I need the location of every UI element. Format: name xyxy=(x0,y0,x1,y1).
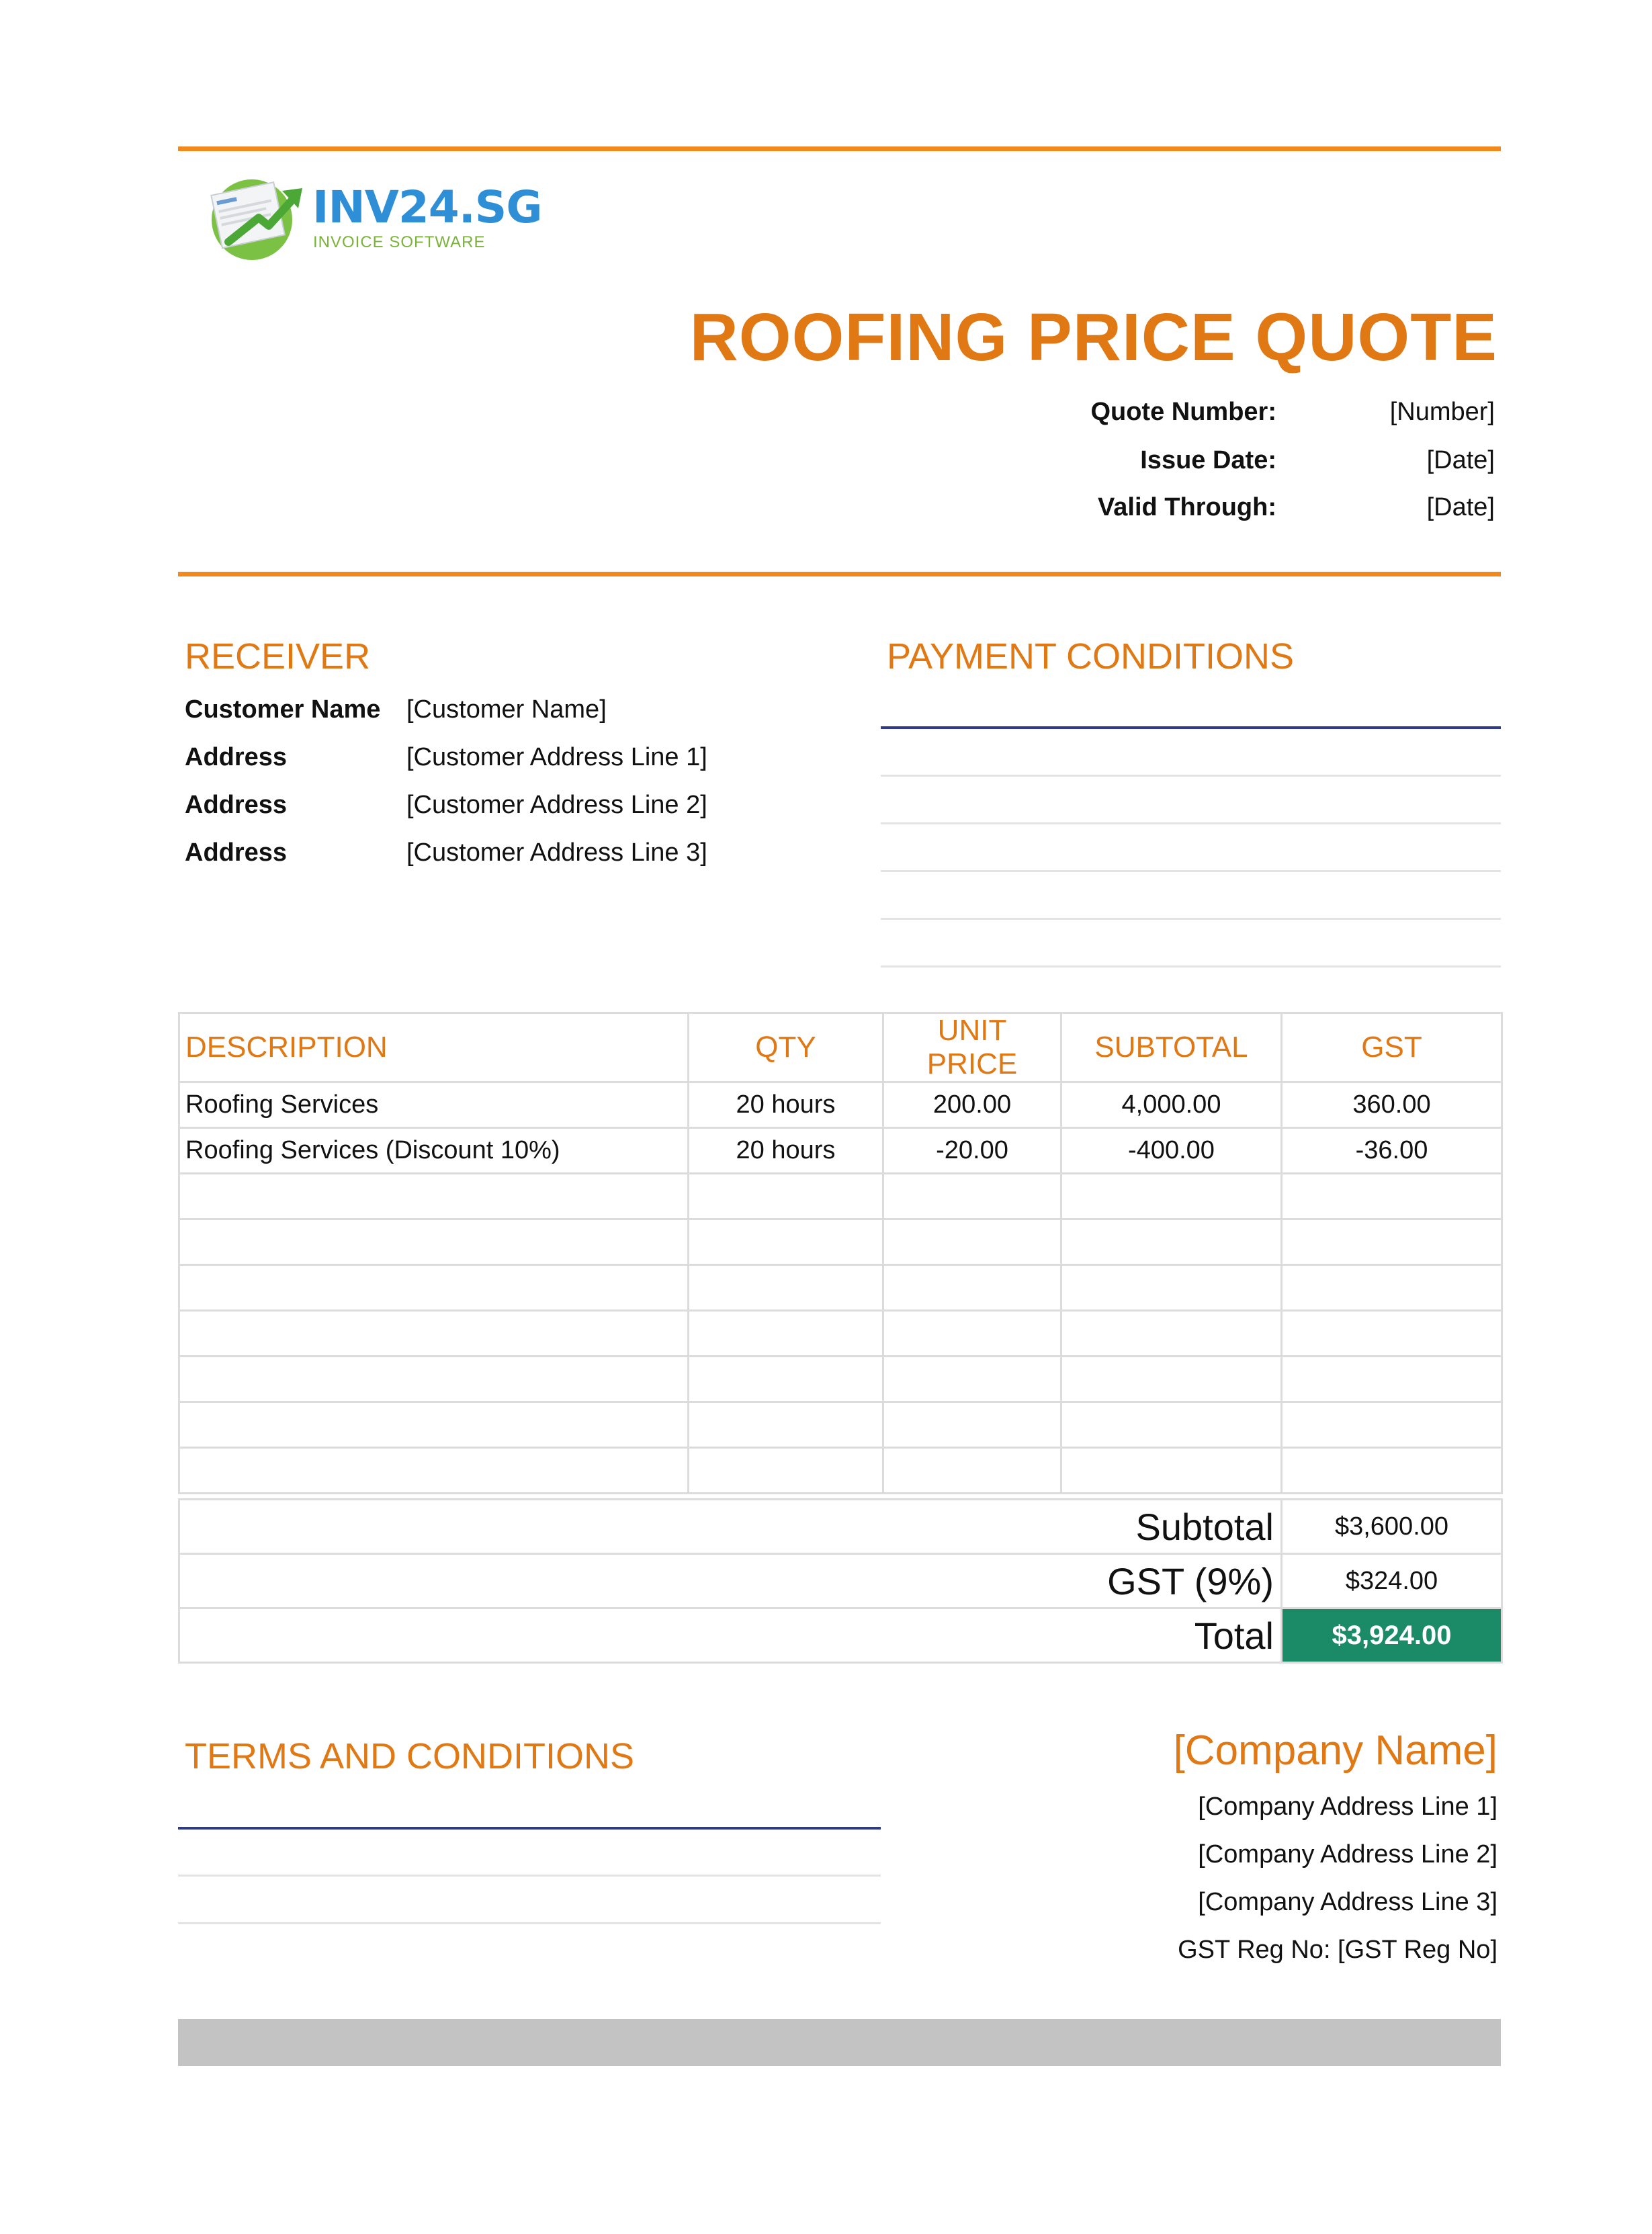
gst-label: GST (9%) xyxy=(179,1554,1282,1608)
address-label-2: Address xyxy=(185,791,288,819)
cell-subtotal xyxy=(1061,1174,1282,1219)
issue-date-label: Issue Date: xyxy=(1140,446,1276,474)
cell-gst: 360.00 xyxy=(1282,1082,1502,1128)
cell-description xyxy=(179,1174,689,1219)
cell-unit-price xyxy=(883,1448,1061,1494)
subtotal-value: $3,600.00 xyxy=(1282,1500,1502,1554)
address-value-2: [Customer Address Line 2] xyxy=(406,791,707,819)
cell-gst xyxy=(1282,1174,1502,1219)
cell-unit-price: -20.00 xyxy=(883,1128,1061,1174)
subtotal-label: Subtotal xyxy=(179,1500,1282,1554)
customer-name-label: Customer Name xyxy=(185,695,381,724)
document-title: ROOFING PRICE QUOTE xyxy=(689,300,1497,375)
cell-gst xyxy=(1282,1311,1502,1357)
payment-conditions-underline xyxy=(881,726,1501,729)
cell-qty xyxy=(689,1174,883,1219)
address-label-1: Address xyxy=(185,743,288,771)
top-rule xyxy=(178,146,1501,151)
cell-qty xyxy=(689,1219,883,1265)
cell-subtotal xyxy=(1061,1219,1282,1265)
table-header-row xyxy=(179,1013,1502,1082)
cell-qty xyxy=(689,1311,883,1357)
table-row xyxy=(179,1448,1502,1494)
cell-unit-price: 200.00 xyxy=(883,1082,1061,1128)
issue-date-value: [Date] xyxy=(1426,446,1495,474)
receiver-heading: RECEIVER xyxy=(185,636,371,677)
table-row xyxy=(179,1082,1502,1128)
cell-subtotal xyxy=(1061,1357,1282,1402)
table-row xyxy=(179,1402,1502,1448)
cell-subtotal xyxy=(1061,1402,1282,1448)
cell-unit-price xyxy=(883,1357,1061,1402)
cell-unit-price xyxy=(883,1265,1061,1311)
valid-through-value: [Date] xyxy=(1426,493,1495,521)
address-label-3: Address xyxy=(185,839,288,867)
cell-qty xyxy=(689,1357,883,1402)
payment-line xyxy=(881,918,1501,920)
cell-qty: 20 hours xyxy=(689,1082,883,1128)
line-items-table xyxy=(178,1012,1503,1494)
cell-description xyxy=(179,1265,689,1311)
company-address-1: [Company Address Line 1] xyxy=(1198,1793,1497,1821)
table-row xyxy=(179,1357,1502,1402)
company-address-3: [Company Address Line 3] xyxy=(1198,1888,1497,1916)
terms-heading: TERMS AND CONDITIONS xyxy=(185,1736,635,1776)
header-description: DESCRIPTION xyxy=(179,1013,689,1082)
header-subtotal: SUBTOTAL xyxy=(1061,1013,1282,1082)
payment-line xyxy=(881,822,1501,824)
total-row xyxy=(179,1608,1502,1663)
cell-unit-price xyxy=(883,1174,1061,1219)
customer-name-value: [Customer Name] xyxy=(406,695,607,724)
cell-gst xyxy=(1282,1448,1502,1494)
cell-gst: -36.00 xyxy=(1282,1128,1502,1174)
header-qty: QTY xyxy=(689,1013,883,1082)
cell-description xyxy=(179,1448,689,1494)
header-gst: GST xyxy=(1282,1013,1502,1082)
cell-qty xyxy=(689,1265,883,1311)
cell-qty: 20 hours xyxy=(689,1128,883,1174)
gst-value: $324.00 xyxy=(1282,1554,1502,1608)
total-value: $3,924.00 xyxy=(1282,1608,1502,1663)
cell-description: Roofing Services (Discount 10%) xyxy=(179,1128,689,1174)
cell-subtotal: 4,000.00 xyxy=(1061,1082,1282,1128)
cell-unit-price xyxy=(883,1219,1061,1265)
payment-line xyxy=(881,775,1501,777)
footer-bar xyxy=(178,2019,1501,2066)
cell-gst xyxy=(1282,1219,1502,1265)
address-value-3: [Customer Address Line 3] xyxy=(406,839,707,867)
cell-description xyxy=(179,1402,689,1448)
cell-qty xyxy=(689,1448,883,1494)
cell-gst xyxy=(1282,1357,1502,1402)
total-label: Total xyxy=(179,1608,1282,1663)
quote-number-value: [Number] xyxy=(1389,398,1495,426)
cell-description xyxy=(179,1219,689,1265)
table-row xyxy=(179,1128,1502,1174)
address-value-1: [Customer Address Line 1] xyxy=(406,743,707,771)
payment-line xyxy=(881,870,1501,872)
cell-subtotal xyxy=(1061,1311,1282,1357)
cell-subtotal: -400.00 xyxy=(1061,1128,1282,1174)
table-row xyxy=(179,1265,1502,1311)
payment-line xyxy=(881,965,1501,968)
cell-description: Roofing Services xyxy=(179,1082,689,1128)
table-row xyxy=(179,1174,1502,1219)
cell-qty xyxy=(689,1402,883,1448)
terms-line xyxy=(178,1875,881,1877)
gst-reg-no: GST Reg No: [GST Reg No] xyxy=(1178,1936,1497,1964)
table-row xyxy=(179,1311,1502,1357)
cell-unit-price xyxy=(883,1311,1061,1357)
company-address-2: [Company Address Line 2] xyxy=(1198,1840,1497,1868)
logo-brand-text: INV24.SG xyxy=(312,181,542,233)
logo-tagline: INVOICE SOFTWARE xyxy=(313,233,486,251)
quote-number-label: Quote Number: xyxy=(1090,398,1276,426)
cell-description xyxy=(179,1311,689,1357)
table-row xyxy=(179,1219,1502,1265)
terms-line xyxy=(178,1922,881,1924)
header-unit-price: UNIT PRICE xyxy=(883,1013,1061,1082)
cell-subtotal xyxy=(1061,1265,1282,1311)
payment-conditions-heading: PAYMENT CONDITIONS xyxy=(887,636,1295,677)
cell-unit-price xyxy=(883,1402,1061,1448)
header-divider xyxy=(178,572,1501,576)
cell-subtotal xyxy=(1061,1448,1282,1494)
cell-description xyxy=(179,1357,689,1402)
company-name: [Company Name] xyxy=(1173,1727,1497,1774)
cell-gst xyxy=(1282,1265,1502,1311)
gst-row xyxy=(179,1554,1502,1608)
valid-through-label: Valid Through: xyxy=(1098,493,1276,521)
terms-underline xyxy=(178,1827,881,1830)
subtotal-row xyxy=(179,1500,1502,1554)
totals-table xyxy=(178,1498,1503,1664)
cell-gst xyxy=(1282,1402,1502,1448)
